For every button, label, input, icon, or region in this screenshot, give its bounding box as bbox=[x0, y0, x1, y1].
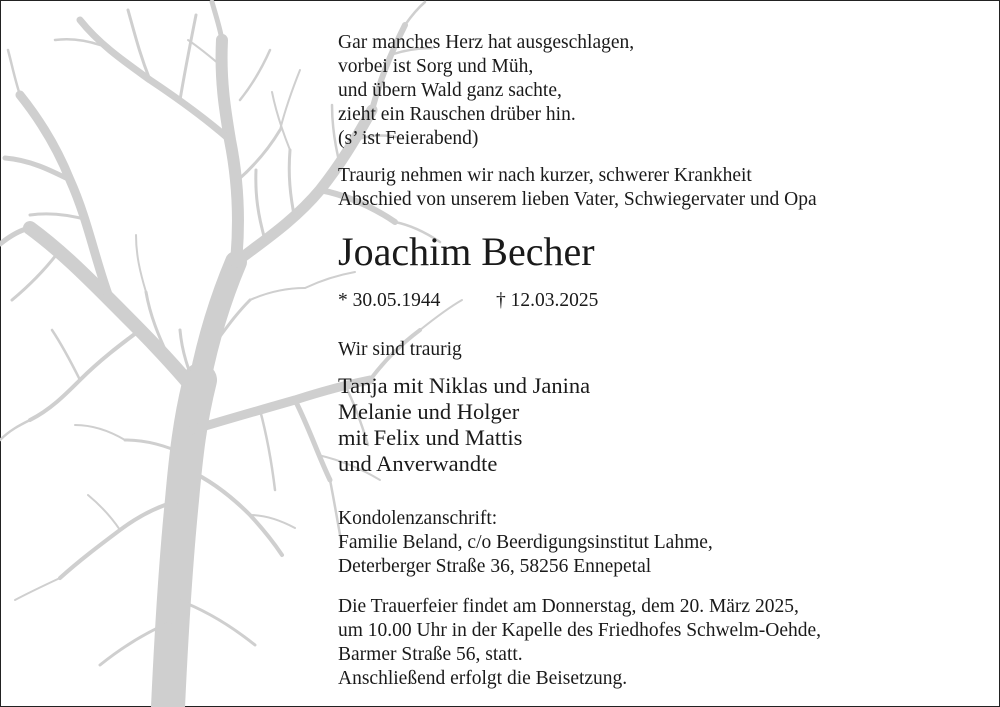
poem-line: (s’ ist Feierabend) bbox=[338, 128, 479, 149]
mourner-line: Tanja mit Niklas und Janina bbox=[338, 373, 591, 398]
birth-date: * 30.05.1944 bbox=[338, 290, 441, 311]
deceased-name: Joachim Becher bbox=[338, 229, 595, 274]
poem-line: vorbei ist Sorg und Müh, bbox=[338, 56, 534, 77]
poem-line: und übern Wald ganz sachte, bbox=[338, 80, 562, 101]
condolence-line: Familie Beland, c/o Beerdigungsinstitut Lahme, bbox=[338, 532, 713, 553]
mourner-line: mit Felix und Mattis bbox=[338, 425, 523, 450]
poem-line: Gar manches Herz hat ausgeschlagen, bbox=[338, 32, 635, 53]
announcement-line: Traurig nehmen wir nach kurzer, schwerer Krankheit bbox=[338, 165, 752, 186]
death-date: † 12.03.2025 bbox=[496, 290, 599, 311]
mourner-line: und Anverwandte bbox=[338, 451, 498, 476]
ceremony-line: Barmer Straße 56, statt. bbox=[338, 644, 523, 665]
ceremony-line: Die Trauerfeier findet am Donnerstag, dem 20. März 2025, bbox=[338, 596, 799, 617]
life-dates bbox=[338, 289, 599, 313]
condolence-line: Deterberger Straße 36, 58256 Ennepetal bbox=[338, 556, 652, 577]
mourner-line: Melanie und Holger bbox=[338, 399, 520, 424]
condolence-line: Kondolenzanschrift: bbox=[338, 508, 498, 529]
ceremony-line: Anschließend erfolgt die Beisetzung. bbox=[338, 668, 628, 689]
ceremony-line: um 10.00 Uhr in der Kapelle des Friedhofes Schwelm-Oehde, bbox=[338, 620, 822, 641]
poem-line: zieht ein Rauschen drüber hin. bbox=[338, 104, 576, 125]
mourners-intro: Wir sind traurig bbox=[338, 339, 462, 360]
announcement-line: Abschied von unserem lieben Vater, Schwiegervater und Opa bbox=[338, 189, 817, 210]
